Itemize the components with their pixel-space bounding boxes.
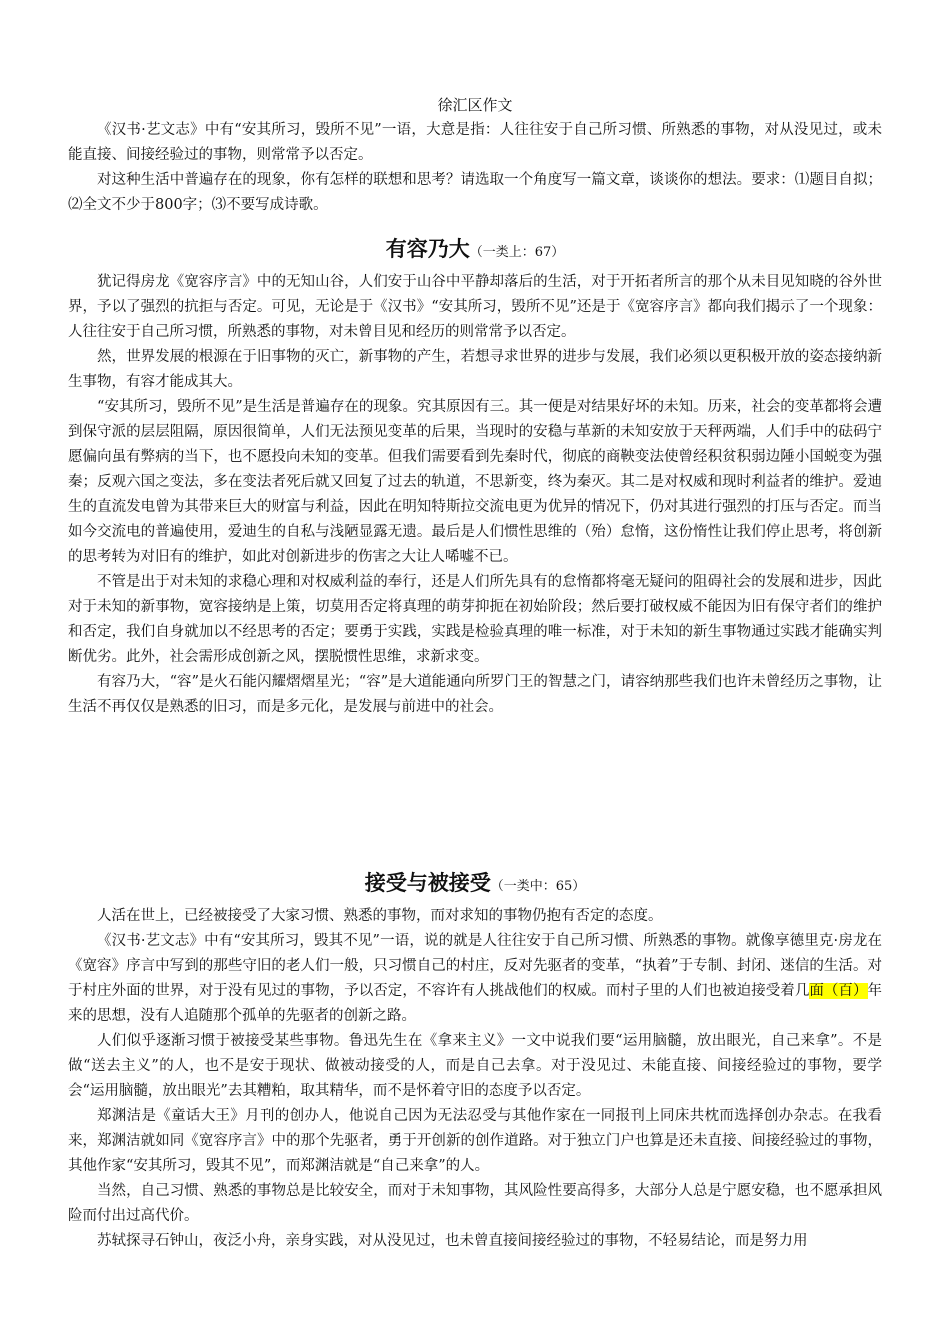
essay-2-paragraph-2-text-b: 年来的思想，没有人追随那个孤单的先驱者的创新之路。 xyxy=(68,983,883,1024)
document-title: 徐汇区作文 xyxy=(437,96,513,114)
blank-space xyxy=(68,720,882,860)
prompt-paragraph-2: 对这种生活中普遍存在的现象，你有怎样的联想和思考？请选取一个角度写一篇文章，谈谈你的想法。要求：⑴题目自拟；⑵全文不少于800字；⑶不要写成诗歌。 xyxy=(68,172,882,213)
essay-1-paragraph-1: 犹记得房龙《宽容序言》中的无知山谷，人们安于山谷中平静却落后的生活，对于开拓者所言的那个从未目见知晓的谷外世界，予以了强烈的抗拒与否定。可见，无论是于《汉书》“安其所习，毁所不见”还是于《宽容序言》都向我们揭示了一个现象：人往往安于自己所习惯，所熟悉的事物，对未曾目见和经历的则常常予以否定。 xyxy=(68,274,882,340)
essay-2-paragraph-5: 当然，自己习惯、熟悉的事物总是比较安全，而对于未知事物，其风险性要高得多，大部分人总是宁愿安稳，也不愿承担风险而付出过高代价。 xyxy=(68,1183,882,1224)
prompt-block xyxy=(68,118,882,218)
essay-2 xyxy=(68,866,882,1254)
essay-1 xyxy=(68,232,882,720)
essay-2-paragraph-3: 人们似乎逐渐习惯于被接受某些事物。鲁迅先生在《拿来主义》一文中说我们要“运用脑髓，放出眼光，自己来拿”。不是做“送去主义”的人，也不是安于现状、做被动接受的人，而是自己去拿。对于没见过、未能直接、间接经验过的事物，要学会“运用脑髓，放出眼光”去其糟粕，取其精华，而不是怀着守旧的态度予以否定。 xyxy=(68,1033,882,1099)
essay-2-heading xyxy=(68,866,882,904)
essay-2-paragraph-6: 苏轼探寻石钟山，夜泛小舟，亲身实践，对从没见过，也未曾直接间接经验过的事物，不轻易结论，而是努力用 xyxy=(97,1233,808,1249)
essay-2-paragraph-1: 人活在世上，已经被接受了大家习惯、熟悉的事物，而对求知的事物仍抱有否定的态度。 xyxy=(97,908,663,924)
essay-1-heading xyxy=(68,232,882,270)
essay-2-paragraph-2-text-a: 《汉书·艺文志》中有“安其所习，毁其不见”一语，说的就是人往往安于自己所习惯、所熟悉的事物。就像享德里克·房龙在《宽容》序言中写到的那些守旧的老人们一般，只习惯自己的村庄，反对先驱者的变革，“执着”于专制、封闭、迷信的生活。对于村庄外面的世界，对于没有见过的事物，予以否定，不容许有人挑战他们的权威。而村子里的人们也被迫接受着几 xyxy=(68,933,882,999)
essay-1-paragraph-2: 然，世界发展的根源在于旧事物的灭亡，新事物的产生，若想寻求世界的进步与发展，我们必须以更积极开放的姿态接纳新生事物，有容才能成其大。 xyxy=(68,349,882,390)
essay-1-paragraph-5: 有容乃大，“容”是火石能闪耀熠熠星光；“容”是大道能通向所罗门王的智慧之门，请容纳那些我们也许未曾经历之事物，让生活不再仅仅是熟悉的旧习，而是多元化，是发展与前进中的社会。 xyxy=(68,674,882,715)
prompt-paragraph-1: 《汉书·艺文志》中有“安其所习，毁所不见”一语，大意是指：人往往安于自己所习惯、所熟悉的事物，对从没见过，或未能直接、间接经验过的事物，则常常予以否定。 xyxy=(68,122,882,163)
essay-1-title: 有容乃大 xyxy=(385,237,470,261)
essay-2-paragraph-2 xyxy=(68,929,882,1029)
essay-2-title: 接受与被接受 xyxy=(364,871,491,895)
essay-2-score: （一类中：65） xyxy=(490,879,586,894)
essay-1-paragraph-3: “安其所习，毁所不见”是生活是普遍存在的现象。究其原因有三。其一便是对结果好坏的未知。历来，社会的变革都将会遭到保守派的层层阻隔，原因很简单，人们无法预见变革的后果，当现时的安稳与革新的未知安放于天秤两端，人们手中的砝码宁愿偏向虽有弊病的当下，也不愿投向未知的变革。但我们需要看到先秦时代，彻底的商鞅变法使曾经积贫积弱边陲小国蜕变为强秦；反观六国之变法，多在变法者死后就又回复了过去的轨道，不思新变，终为秦灭。其二是对权威和现时利益者的维护。爱迪生的直流发电曾为其带来巨大的财富与利益，因此在明知特斯拉交流电更为优异的情况下，仍对其进行强烈的打压与否定。而当如今交流电的普遍使用，爱迪生的自私与浅陋显露无遗。最后是人们惯性思维的（殆）怠惰，这份惰性让我们停止思考，将创新的思考转为对旧有的维护，如此对创新进步的伤害之大让人唏嘘不已。 xyxy=(68,399,882,565)
highlighted-text: 面（百） xyxy=(809,983,868,999)
essay-1-paragraph-4: 不管是出于对未知的求稳心理和对权威利益的奉行，还是人们所先具有的怠惰都将毫无疑问的阻碍社会的发展和进步，因此对于未知的新事物，宽容接纳是上策，切莫用否定将真理的萌芽抑扼在初始阶段；然后要打破权威不能因为旧有保守者们的维护和否定，我们自身就加以不经思考的否定；要勇于实践，实践是检验真理的唯一标准，对于未知的新生事物通过实践才能确实判断优劣。此外，社会需形成创新之风，摆脱惯性思维，求新求变。 xyxy=(68,574,882,665)
essay-1-score: （一类上：67） xyxy=(469,245,565,260)
essay-2-paragraph-4: 郑渊洁是《童话大王》月刊的创办人，他说自己因为无法忍受与其他作家在一同报刊上同床共枕而选择创办杂志。在我看来，郑渊洁就如同《宽容序言》中的那个先驱者，勇于开创新的创作道路。对于独立门户也算是还未直接、间接经验过的事物，其他作家“安其所习，毁其不见”，而郑渊洁就是“自己来拿”的人。 xyxy=(68,1108,882,1174)
